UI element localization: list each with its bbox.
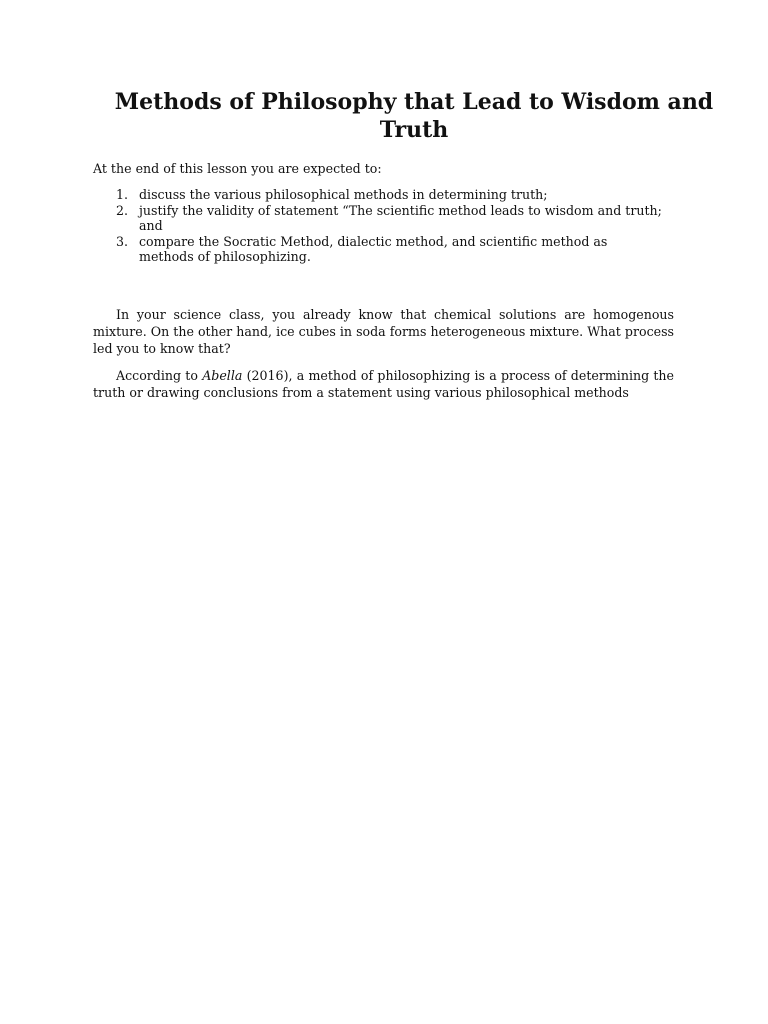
list-item	[93, 187, 663, 203]
paragraph-text: According to	[116, 368, 203, 383]
paragraph-text: (2016), a method of philosophizing is a process of determining the truth or drawing conclusions from a statement using various philosophical methods	[93, 368, 675, 400]
lesson-intro: At the end of this lesson you are expected to:	[93, 161, 382, 176]
citation-author: Abella	[202, 368, 243, 383]
list-item-text: discuss the various philosophical methods in determining truth;	[139, 187, 548, 202]
list-number: 2.	[116, 202, 129, 218]
list-item	[93, 203, 663, 234]
list-item	[93, 234, 663, 265]
objectives-list	[93, 187, 663, 265]
list-number: 1.	[116, 187, 129, 202]
body-paragraph	[93, 367, 674, 401]
body-paragraph: In your science class, you already know that chemical solutions are homogenous mixture. On the other hand, ice cubes in soda forms heterogeneous mixture. What process led you to know that?	[93, 307, 674, 356]
list-item-text: compare the Socratic Method, dialectic method, and scientific method as methods of philosophizing.	[139, 233, 608, 265]
list-number: 3.	[116, 233, 129, 249]
list-item-text: justify the validity of statement “The scientific method leads to wisdom and truth; and	[139, 202, 662, 234]
page-title: Methods of Philosophy that Lead to Wisdom and Truth	[114, 89, 714, 143]
